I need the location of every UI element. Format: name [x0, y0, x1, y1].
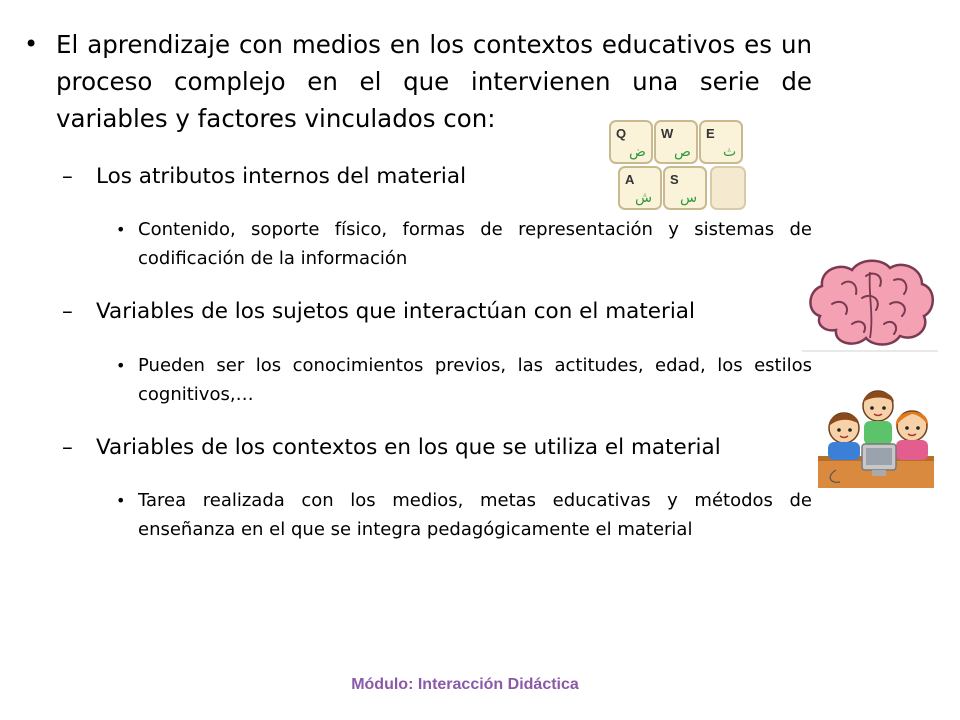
keyboard-keys-image [607, 118, 747, 212]
key-arabic-label: ث [723, 144, 737, 160]
section-detail-3 [116, 486, 812, 544]
key-arabic-label: ش [635, 190, 653, 206]
key-latin-label: A [625, 172, 635, 187]
section-heading-text: Variables de los contextos en los que se utiliza el material [96, 435, 721, 460]
key-s [664, 167, 706, 209]
section-detail-text: Tarea realizada con los medios, metas educativas y métodos de enseñanza en el que se integra pedagógicamente el material [138, 490, 812, 540]
bullet-icon: • [116, 491, 126, 510]
section-detail-text: Contenido, soporte físico, formas de representación y sistemas de codificación de la información [138, 219, 812, 269]
key-q [610, 121, 652, 163]
dash-icon: – [62, 299, 73, 324]
key-arabic-label: ص [674, 144, 691, 160]
bullet-icon: • [24, 30, 39, 58]
key-e [700, 121, 742, 163]
key-arabic-label: ض [629, 144, 646, 160]
section-heading-text: Variables de los sujetos que interactúan con el material [96, 299, 695, 324]
section-detail-text: Pueden ser los conocimientos previos, las actitudes, edad, los estilos cognitivos,… [138, 355, 812, 405]
children-computer-image [816, 384, 934, 488]
key-latin-label: Q [616, 126, 627, 141]
footer: Módulo: Interacción Didáctica [351, 676, 579, 693]
key-latin-label: W [661, 126, 674, 141]
key-latin-label: S [670, 172, 679, 187]
dash-icon: – [62, 164, 73, 189]
bullet-icon: • [116, 356, 126, 375]
main-point-text: El aprendizaje con medios en los contextos educativos es un proceso complejo en el que intervienen una serie de variables y factores vinculados con: [56, 30, 812, 133]
section-heading-3 [62, 434, 786, 462]
section-detail-1 [116, 215, 812, 273]
section-heading-1 [62, 163, 596, 191]
section-heading-text: Los atributos internos del material [96, 164, 467, 189]
section-detail-2 [116, 351, 812, 409]
brain-image [802, 254, 938, 352]
key-arabic-label: س [680, 190, 698, 206]
key-a [619, 167, 661, 209]
key-w [655, 121, 697, 163]
bullet-icon: • [116, 220, 126, 239]
key-latin-label: E [706, 126, 715, 141]
dash-icon: – [62, 435, 73, 460]
section-heading-2 [62, 298, 776, 326]
